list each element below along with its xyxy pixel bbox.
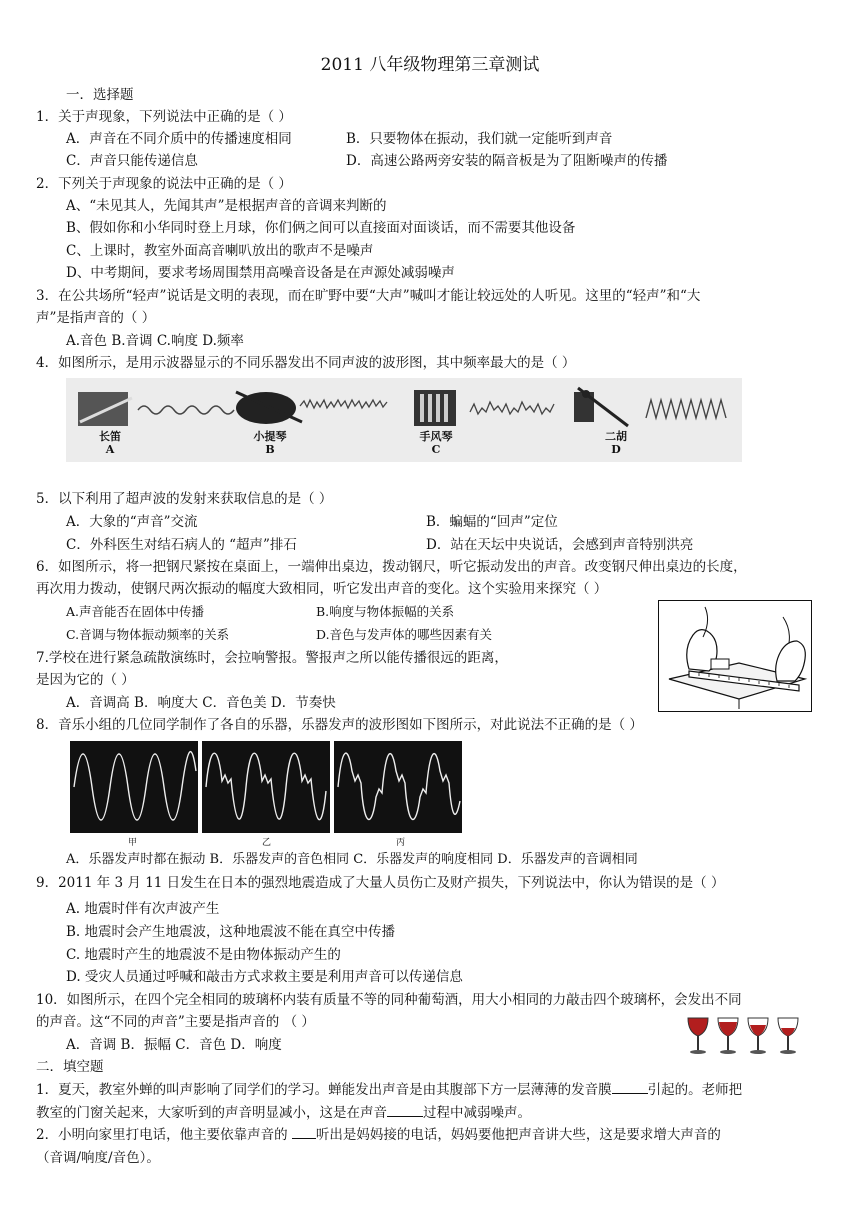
q6-option-c: C.音调与物体振动频率的关系 [66,627,230,642]
q5-option-b: B．蝙蝠的“回声”定位 [426,514,558,530]
q3-stem-line1: 3．在公共场所“轻声”说话是文明的表现，而在旷野中要“大声”喊叫才能让较远处的人听见。这里的“轻声”和“大 [36,288,701,304]
q8-oscilloscope-figure [70,741,462,849]
q10-stem-line2: 的声音。这“不同的声音”主要是指声音的 （ ） [36,1014,315,1030]
f2-line1-text-b: 听出是妈妈接的电话，妈妈要他把声音讲大些，这是要求增大声音的 [315,1127,721,1143]
scope-label-jia: 甲 [128,838,138,848]
q9-option-a: A. 地震时伴有次声波产生 [66,901,220,917]
f1-line2 [36,1104,531,1122]
q4-label-b-name: 小提琴 [253,430,287,443]
q6-stem-line1: 6．如图所示，将一把钢尺紧按在桌面上，一端伸出桌边，拨动钢尺，听它振动发出的声音。改变钢尺伸出桌边的长度， [36,559,747,575]
wine-glass-icon [778,1018,798,1054]
section-heading-fill: 二．填空题 [36,1059,104,1075]
hand-right-icon [776,617,806,681]
q7-options: A．音调高 B．响度大 C．音色美 D．节奏快 [66,695,336,711]
page-title: 2011 八年级物理第三章测试 [320,55,540,75]
q9-stem: 9．2011 年 3 月 11 日发生在日本的强烈地震造成了大量人员伤亡及财产损失，下列说法中，你认为错误的是（ ） [36,875,725,891]
q10-wine-glasses-figure [684,1016,804,1056]
scope-label-bing: 丙 [396,838,406,848]
q4-label-d-name: 二胡 [605,430,627,443]
q9-option-d: D. 受灾人员通过呼喊和敲击方式求救主要是利用声音可以传递信息 [66,969,463,985]
q4-stem: 4．如图所示，是用示波器显示的不同乐器发出不同声波的波形图，其中频率最大的是（ ） [36,355,576,371]
q5-option-d: D．站在天坛中央说话，会感到声音特别洪亮 [426,537,694,553]
q6-ruler-figure [658,600,812,712]
q6-option-d: D.音色与发声体的哪些因素有关 [316,627,493,642]
erhu-icon [574,388,628,426]
q4-label-a-letter: A [105,443,115,456]
f1-line1-text-a: 1．夏天，教室外蝉的叫声影响了同学们的学习。蝉能发出声音是由其腹部下方一层薄薄的发音膜 [36,1082,612,1098]
f2-line1 [36,1126,721,1144]
q4-label-d-letter: D [611,443,621,456]
wave-b [300,400,387,408]
q9-option-c: C. 地震时产生的地震波不是由物体振动产生的 [66,947,341,963]
q2-stem: 2．下列关于声现象的说法中正确的是（ ） [36,176,292,192]
f1-blank-1[interactable] [612,1081,648,1094]
q4-label-c-name: 手风琴 [419,430,453,443]
q6-option-a: A.声音能否在固体中传播 [66,604,205,619]
q2-option-a: A、“未见其人，先闻其声”是根据声音的音调来判断的 [66,198,387,214]
q10-options: A．音调 B．振幅 C．音色 D．响度 [66,1037,282,1053]
f1-blank-2[interactable] [387,1104,423,1117]
q7-stem-line2: 是因为它的（ ） [36,672,135,688]
scope-label-yi: 乙 [262,838,272,848]
f1-line2-text-a: 教室的门窗关起来，大家听到的声音明显减小，这是在声音 [36,1105,387,1121]
wine-glass-icon [748,1018,768,1054]
q5-stem: 5．以下利用了超声波的发射来获取信息的是（ ） [36,491,333,507]
scope-jia [70,741,198,833]
f1-line2-text-b: 过程中减弱噪声。 [423,1105,531,1121]
wave-a [138,406,234,414]
q1-option-d: D．高速公路两旁安装的隔音板是为了阻断噪声的传播 [346,153,668,169]
wine-glass-icon [718,1018,738,1054]
q4-waveform-figure [66,378,742,462]
scope-bing [334,741,462,833]
f1-line1-text-b: 引起的。老师把 [647,1082,743,1098]
q2-option-b: B、假如你和小华同时登上月球，你们俩之间可以直接面对面谈话，而不需要其他设备 [66,220,576,236]
hand-left-icon [687,607,729,671]
q8-stem: 8．音乐小组的几位同学制作了各自的乐器，乐器发声的波形图如下图所示，对此说法不正确的是（ ） [36,717,643,733]
q1-option-b: B．只要物体在振动，我们就一定能听到声音 [346,131,613,147]
q4-label-a-name: 长笛 [99,430,121,443]
q6-stem-line2: 再次用力拨动，使钢尺两次振动的幅度大致相同，听它发出声音的变化。这个实验用来探究（ ） [36,581,608,597]
f1-line1 [36,1081,742,1099]
q1-option-c: C．声音只能传递信息 [66,153,198,169]
q3-options: A.音色 B.音调 C.响度 D.频率 [66,333,244,349]
q8-options: A．乐器发声时都在振动 B．乐器发声的音色相同 C．乐器发声的响度相同 D．乐器发声的音调相同 [66,852,638,867]
q1-option-a: A．声音在不同介质中的传播速度相同 [66,131,292,147]
violin-icon [236,392,302,424]
q6-option-b: B.响度与物体振幅的关系 [316,604,455,619]
q4-label-c-letter: C [431,443,441,456]
scope-yi [202,741,330,833]
flute-icon [78,392,132,426]
wave-d [646,400,726,418]
wine-glass-icon [688,1018,708,1054]
q5-option-a: A．大象的“声音”交流 [66,514,198,530]
q9-option-b: B. 地震时会产生地震波，这种地震波不能在真空中传播 [66,924,396,940]
q2-option-c: C、上课时，教室外面高音喇叭放出的歌声不是噪声 [66,243,374,259]
q3-stem-line2: 声”是指声音的（ ） [36,310,156,326]
f2-line1-text-a: 2．小明向家里打电话，他主要依靠声音的 [36,1127,292,1143]
q2-option-d: D、中考期间，要求考场周围禁用高噪音设备是在声源处减弱噪声 [66,265,455,281]
f2-blank-1[interactable] [292,1126,316,1139]
q4-label-b-letter: B [265,443,275,456]
wave-c [470,402,554,414]
f2-line2: （音调/响度/音色）。 [36,1150,160,1166]
q10-stem-line1: 10．如图所示，在四个完全相同的玻璃杯内装有质量不等的同种葡萄酒，用大小相同的力敲击四个玻璃杯，会发出不同 [36,992,742,1008]
accordion-icon [414,390,456,426]
q7-stem-line1: 7.学校在进行紧急疏散演练时，会拉响警报。警报声之所以能传播很远的距离， [36,650,508,666]
section-heading-choice: 一．选择题 [66,87,134,103]
q1-stem: 1．关于声现象，下列说法中正确的是（ ） [36,109,292,125]
q5-option-c: C．外科医生对结石病人的 “超声”排石 [66,537,297,553]
